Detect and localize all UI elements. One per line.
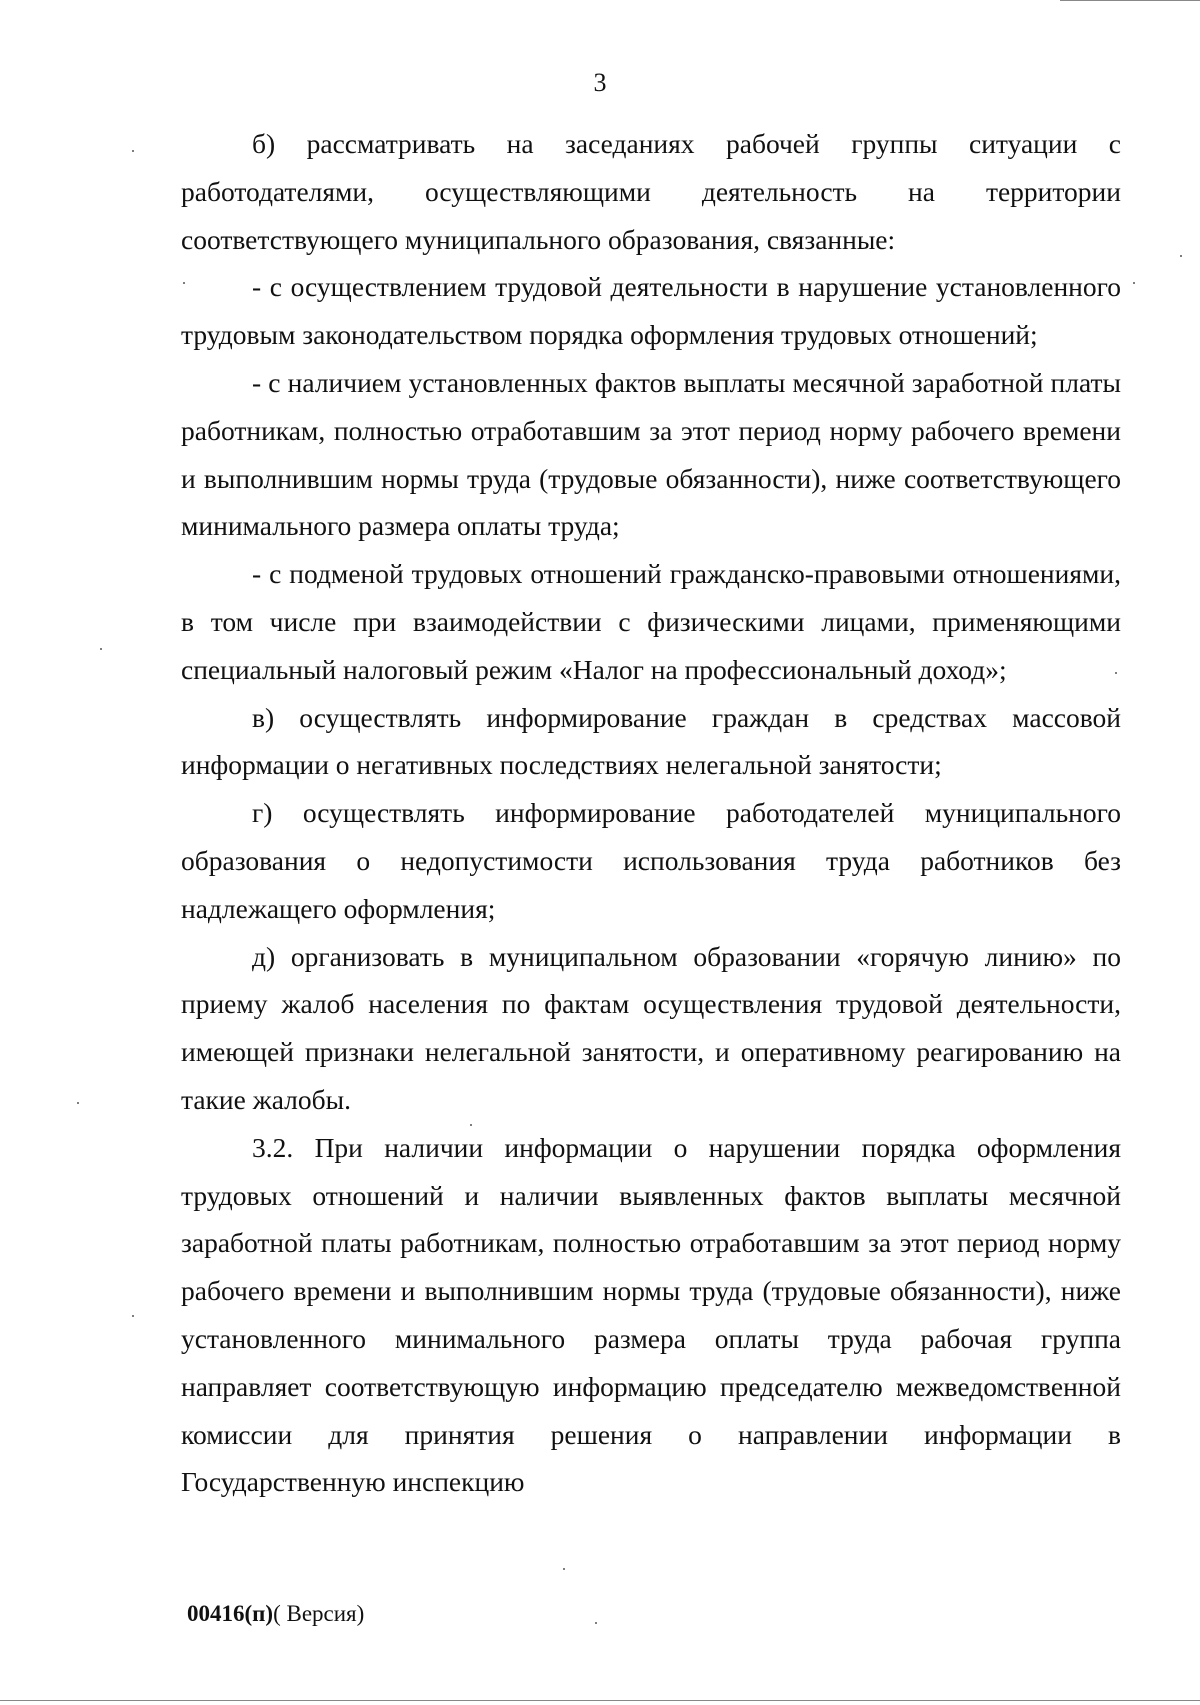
paragraph-b-item-3: - с подменой трудовых отношений гражданско-правовыми отношениями, в том числе при взаимодействии с физическими лицами, применяющими специальный налоговый режим «Налог на профессиональный доход»; bbox=[181, 558, 1121, 685]
scan-edge-line bbox=[1060, 0, 1200, 1]
scan-speck bbox=[77, 1102, 79, 1104]
document-version: ( Версия) bbox=[273, 1601, 365, 1626]
page-number: 3 bbox=[593, 68, 607, 97]
paragraph-b-item-2: - с наличием установленных фактов выплаты месячной заработной платы работникам, полностью отработавшим за этот период норму рабочего времени и выполнившим нормы труда (трудовые обязанности), ниже соответствующего минимального размера оплаты труда; bbox=[181, 366, 1121, 542]
scan-speck bbox=[100, 648, 102, 650]
document-footer bbox=[187, 1601, 364, 1627]
scan-speck bbox=[563, 1568, 565, 1570]
scan-edge-line bbox=[0, 1700, 1200, 1701]
document-code: 00416(п) bbox=[187, 1601, 274, 1626]
scan-speck bbox=[1180, 255, 1182, 257]
paragraph-b: б) рассматривать на заседаниях рабочей группы ситуации с работодателями, осуществляющими деятельность на территории соответствующего муниципального образования, связанные: bbox=[181, 128, 1121, 255]
scan-speck bbox=[1133, 282, 1135, 284]
scan-speck bbox=[595, 1622, 597, 1624]
paragraph-g: г) осуществлять информирование работодателей муниципального образования о недопустимости использования труда работников без надлежащего оформления; bbox=[181, 797, 1121, 924]
paragraph-b-item-1: - с осуществлением трудовой деятельности в нарушение установленного трудовым законодательством порядка оформления трудовых отношений; bbox=[181, 271, 1121, 351]
scan-speck bbox=[132, 1315, 134, 1317]
paragraph-d: д) организовать в муниципальном образовании «горячую линию» по приему жалоб населения по фактам осуществления трудовой деятельности, имеющей признаки нелегальной занятости, и оперативному реагированию на такие жалобы. bbox=[181, 940, 1121, 1115]
paragraph-3-2: 3.2. При наличии информации о нарушении порядка оформления трудовых отношений и наличии выявленных фактов выплаты месячной заработной платы работникам, полностью отработавшим за этот период норму рабочего времени и выполнившим нормы труда (трудовые обязанности), ниже установленного минимального размера оплаты труда рабочая группа направляет соответствующую информацию председателю межведомственной комиссии для принятия решения о направлении информации в Государственную инспекцию bbox=[181, 1131, 1121, 1498]
document-body bbox=[181, 120, 1121, 1506]
paragraph-v: в) осуществлять информирование граждан в средствах массовой информации о негативных последствиях нелегальной занятости; bbox=[181, 701, 1121, 781]
scan-speck bbox=[132, 150, 134, 152]
